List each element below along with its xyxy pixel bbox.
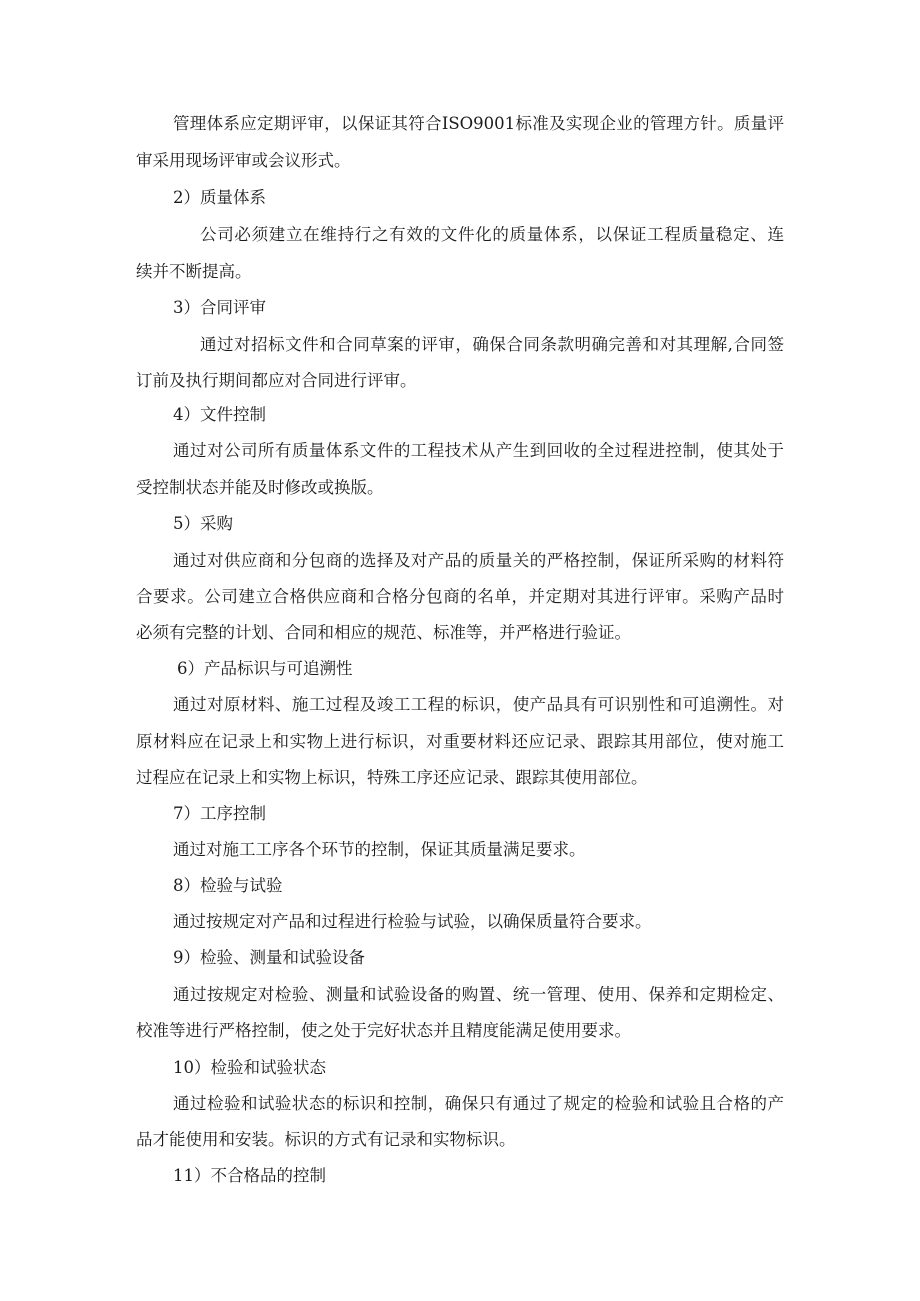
paragraph-line: 通过对原材料、施工过程及竣工工程的标识，使产品具有可识别性和可追溯性。对 [173,695,784,714]
paragraph-line: 原材料应在记录上和实物上进行标识，对重要材料还应记录、跟踪其用部位，使对施工 [136,732,784,751]
paragraph-line: 管理体系应定期评审，以保证其符合ISO9001标准及实现企业的管理方针。质量评 [173,114,784,133]
paragraph-line: 通过按规定对检验、测量和试验设备的购置、统一管理、使用、保养和定期检定、 [173,985,784,1004]
section-heading: 8）检验与试验 [173,876,283,895]
paragraph-line: 通过对招标文件和合同草案的评审，确保合同条款明确完善和对其理解,合同签 [200,335,784,354]
section-heading: 9）检验、测量和试验设备 [173,948,365,967]
paragraph-line: 通过对施工工序各个环节的控制，保证其质量满足要求。 [173,840,586,859]
paragraph-line: 续并不断提高。 [136,262,252,281]
section-heading: 4）文件控制 [173,405,266,424]
paragraph-line: 通过对供应商和分包商的选择及对产品的质量关的严格控制，保证所采购的材料符 [173,551,784,570]
section-heading: 7）工序控制 [173,804,266,823]
paragraph-line: 校准等进行严格控制，使之处于完好状态并且精度能满足使用要求。 [136,1021,631,1040]
paragraph-line: 受控制状态并能及时修改或换版。 [136,478,384,497]
paragraph-line: 审采用现场评审或会议形式。 [136,151,351,170]
paragraph-line: 必须有完整的计划、合同和相应的规范、标准等，并严格进行验证。 [136,623,631,642]
section-heading: 11）不合格品的控制 [173,1166,326,1185]
paragraph-line: 通过检验和试验状态的标识和控制，确保只有通过了规定的检验和试验且合格的产 [173,1094,784,1113]
section-heading: 5）采购 [173,514,233,533]
section-heading: 10）检验和试验状态 [173,1058,326,1077]
section-heading: 6）产品标识与可追溯性 [177,659,353,678]
paragraph-line: 通过对公司所有质量体系文件的工程技术从产生到回收的全过程进控制，使其处于 [173,441,784,460]
paragraph-line: 品才能使用和安装。标识的方式有记录和实物标识。 [136,1130,516,1149]
section-heading: 2）质量体系 [173,188,266,207]
paragraph-line: 过程应在记录上和实物上标识，特殊工序还应记录、跟踪其使用部位。 [136,768,648,787]
paragraph-line: 公司必须建立在维持行之有效的文件化的质量体系，以保证工程质量稳定、连 [200,225,784,244]
paragraph-line: 通过按规定对产品和过程进行检验与试验，以确保质量符合要求。 [173,912,652,931]
paragraph-line: 合要求。公司建立合格供应商和合格分包商的名单，并定期对其进行评审。采购产品时 [136,587,784,606]
paragraph-line: 订前及执行期间都应对合同进行评审。 [136,371,417,390]
section-heading: 3）合同评审 [173,298,266,317]
